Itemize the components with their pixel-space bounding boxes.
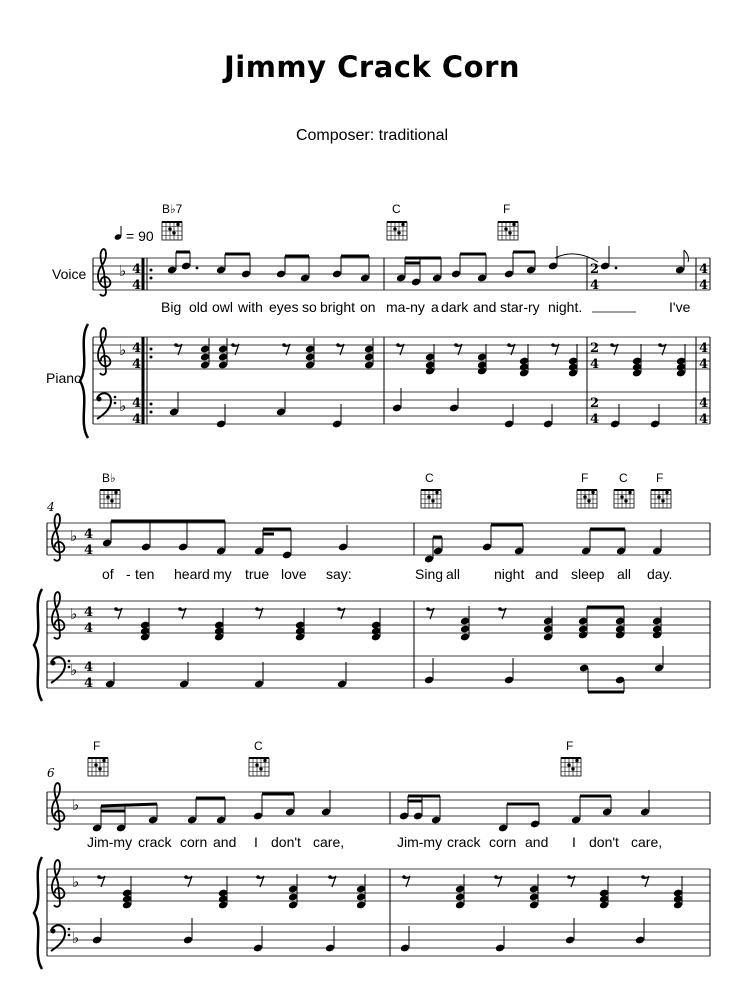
lyric-syllable: care, xyxy=(631,834,663,850)
chord-diagram xyxy=(651,490,671,508)
chord-symbol: F xyxy=(503,202,511,216)
lyric-syllable: true xyxy=(245,566,270,582)
voice-staff xyxy=(93,258,710,290)
chord-diagram xyxy=(162,222,182,240)
svg-text:4: 4 xyxy=(132,412,142,427)
chord-diagram xyxy=(561,758,581,776)
time-signature xyxy=(132,262,141,427)
lyric-syllable: Big xyxy=(161,299,182,315)
svg-text:4: 4 xyxy=(84,660,94,675)
measure-number: 6 xyxy=(47,766,55,780)
chord-diagram xyxy=(387,222,407,240)
key-flat-icon: ♭ xyxy=(72,796,80,814)
bass-clef-icon xyxy=(51,657,71,683)
bass-clef-icon xyxy=(51,925,71,951)
time-signature xyxy=(84,527,93,691)
lyric-syllable: dark xyxy=(441,299,469,315)
treble-clef-icon xyxy=(98,249,110,296)
lyric-syllable: I've xyxy=(669,299,691,315)
chord-diagram xyxy=(498,222,518,240)
lyric-syllable: say: xyxy=(326,566,352,582)
svg-text:4: 4 xyxy=(590,278,600,293)
svg-text:4: 4 xyxy=(84,676,94,691)
lyric-syllable: all xyxy=(446,566,461,582)
lyrics-line xyxy=(87,834,662,850)
svg-text:2: 2 xyxy=(590,396,600,411)
svg-text:4: 4 xyxy=(699,396,709,411)
piano-bass-notes xyxy=(92,918,645,952)
treble-clef-icon xyxy=(52,514,64,561)
lyric-syllable: owl xyxy=(212,299,234,315)
piano-bass-staff xyxy=(47,924,710,956)
system-1 xyxy=(46,202,710,438)
lyric-syllable: corn xyxy=(489,834,517,850)
svg-text:2: 2 xyxy=(590,262,600,277)
piano-brace xyxy=(80,324,88,438)
lyric-syllable: old xyxy=(189,299,208,315)
lyric-syllable: of xyxy=(102,566,114,582)
chord-diagram xyxy=(614,490,634,508)
chord-symbol: F xyxy=(566,739,574,753)
chord-symbol: C xyxy=(619,471,628,485)
lyric-syllable: with xyxy=(238,299,263,315)
lyric-syllable: and xyxy=(525,834,549,850)
lyric-syllable: all xyxy=(617,566,632,582)
lyric-syllable: my xyxy=(213,566,232,582)
lyrics-line xyxy=(161,299,691,315)
voice-label: Voice xyxy=(52,266,87,282)
lyric-syllable: - xyxy=(126,566,131,582)
lyric-syllable: I xyxy=(572,834,576,850)
svg-text:4: 4 xyxy=(590,412,600,427)
svg-text:4: 4 xyxy=(132,357,142,372)
lyric-syllable: and xyxy=(473,299,497,315)
lyric-syllable: Sing xyxy=(415,566,444,582)
svg-text:4: 4 xyxy=(84,543,94,558)
svg-text:4: 4 xyxy=(699,357,709,372)
key-flat-icon: ♭ xyxy=(119,397,127,415)
svg-text:4: 4 xyxy=(132,396,142,411)
system-3 xyxy=(34,739,710,969)
lyric-syllable: care, xyxy=(313,834,345,850)
lyric-syllable: don't xyxy=(271,834,301,850)
svg-text:4: 4 xyxy=(699,278,709,293)
key-flat-icon: ♭ xyxy=(70,605,78,623)
lyric-syllable: corn xyxy=(180,834,208,850)
lyric-syllable: don't xyxy=(589,834,619,850)
composer-credit: Composer: traditional xyxy=(295,127,449,144)
lyric-syllable: a xyxy=(431,299,439,315)
system-2 xyxy=(34,471,710,701)
svg-text:4: 4 xyxy=(699,262,709,277)
lyric-syllable: on xyxy=(360,299,376,315)
key-flat-icon: ♭ xyxy=(72,873,80,891)
lyric-syllable: eyes xyxy=(269,299,299,315)
lyric-syllable: I xyxy=(254,834,258,850)
svg-text:4: 4 xyxy=(699,412,709,427)
chord-symbol: B♭7 xyxy=(162,202,183,216)
lyric-syllable: day. xyxy=(647,566,673,582)
lyric-syllable: Jim-my xyxy=(87,834,133,850)
treble-clef-icon xyxy=(98,328,110,375)
treble-clef-icon xyxy=(52,860,64,907)
lyric-syllable: love xyxy=(281,566,307,582)
voice-notes xyxy=(92,790,650,832)
lyrics-line xyxy=(102,566,672,582)
lyric-syllable: ma-ny xyxy=(386,299,425,315)
measure-number: 4 xyxy=(47,500,55,514)
chord-symbol: C xyxy=(425,471,434,485)
lyric-syllable: crack xyxy=(138,834,172,850)
treble-clef-icon xyxy=(52,592,64,639)
key-flat-icon: ♭ xyxy=(70,661,78,679)
tempo-marking: = 90 xyxy=(126,228,154,244)
svg-text:4: 4 xyxy=(699,341,709,356)
piano-brace xyxy=(34,857,42,969)
lyric-syllable: heard xyxy=(174,566,210,582)
lyric-syllable: crack xyxy=(447,834,481,850)
svg-text:4: 4 xyxy=(590,357,600,372)
svg-text:4: 4 xyxy=(132,262,142,277)
chord-symbol: F xyxy=(93,739,101,753)
chord-symbol: B♭ xyxy=(102,471,116,485)
chord-diagram xyxy=(577,490,597,508)
svg-text:4: 4 xyxy=(132,341,142,356)
lyric-syllable: star-ry xyxy=(500,299,540,315)
chord-diagram xyxy=(88,758,108,776)
key-flat-icon: ♭ xyxy=(119,341,127,359)
piano-treble-staff xyxy=(93,337,710,369)
piano-bass-notes xyxy=(105,646,664,692)
piano-treble-notes xyxy=(174,338,686,377)
lyric-syllable: so xyxy=(302,299,317,315)
piano-treble-staff xyxy=(47,869,710,901)
key-flat-icon: ♭ xyxy=(72,929,80,947)
lyric-syllable: and xyxy=(535,566,559,582)
key-flat-icon: ♭ xyxy=(119,262,127,280)
lyric-syllable: bright xyxy=(320,299,356,315)
chord-diagram xyxy=(421,490,441,508)
chord-symbol: C xyxy=(254,739,263,753)
lyric-syllable: Jim-my xyxy=(397,834,443,850)
lyric-syllable: night. xyxy=(548,299,583,315)
bass-clef-icon xyxy=(97,393,117,419)
svg-text:4: 4 xyxy=(84,527,94,542)
treble-clef-icon xyxy=(52,783,64,830)
piano-bass-staff xyxy=(47,656,710,688)
chord-symbol: F xyxy=(581,471,589,485)
repeat-start xyxy=(143,258,153,424)
chord-diagram xyxy=(100,490,120,508)
lyric-syllable: and xyxy=(213,834,237,850)
svg-text:2: 2 xyxy=(590,341,600,356)
svg-text:4: 4 xyxy=(132,278,142,293)
chord-diagram xyxy=(249,758,269,776)
piano-label: Piano xyxy=(46,370,82,386)
chord-symbol: C xyxy=(392,202,401,216)
svg-text:4: 4 xyxy=(84,621,94,636)
lyric-syllable: night xyxy=(494,566,525,582)
piano-treble-notes xyxy=(114,606,662,641)
lyric-syllable: ten xyxy=(135,566,155,582)
lyric-syllable: sleep xyxy=(571,566,605,582)
score-title: Jimmy Crack Corn xyxy=(223,50,521,84)
svg-text:4: 4 xyxy=(84,605,94,620)
piano-brace xyxy=(34,589,42,701)
voice-notes xyxy=(102,521,662,563)
key-flat-icon: ♭ xyxy=(70,527,78,545)
chord-symbol: F xyxy=(656,471,664,485)
time-signature xyxy=(590,262,708,427)
